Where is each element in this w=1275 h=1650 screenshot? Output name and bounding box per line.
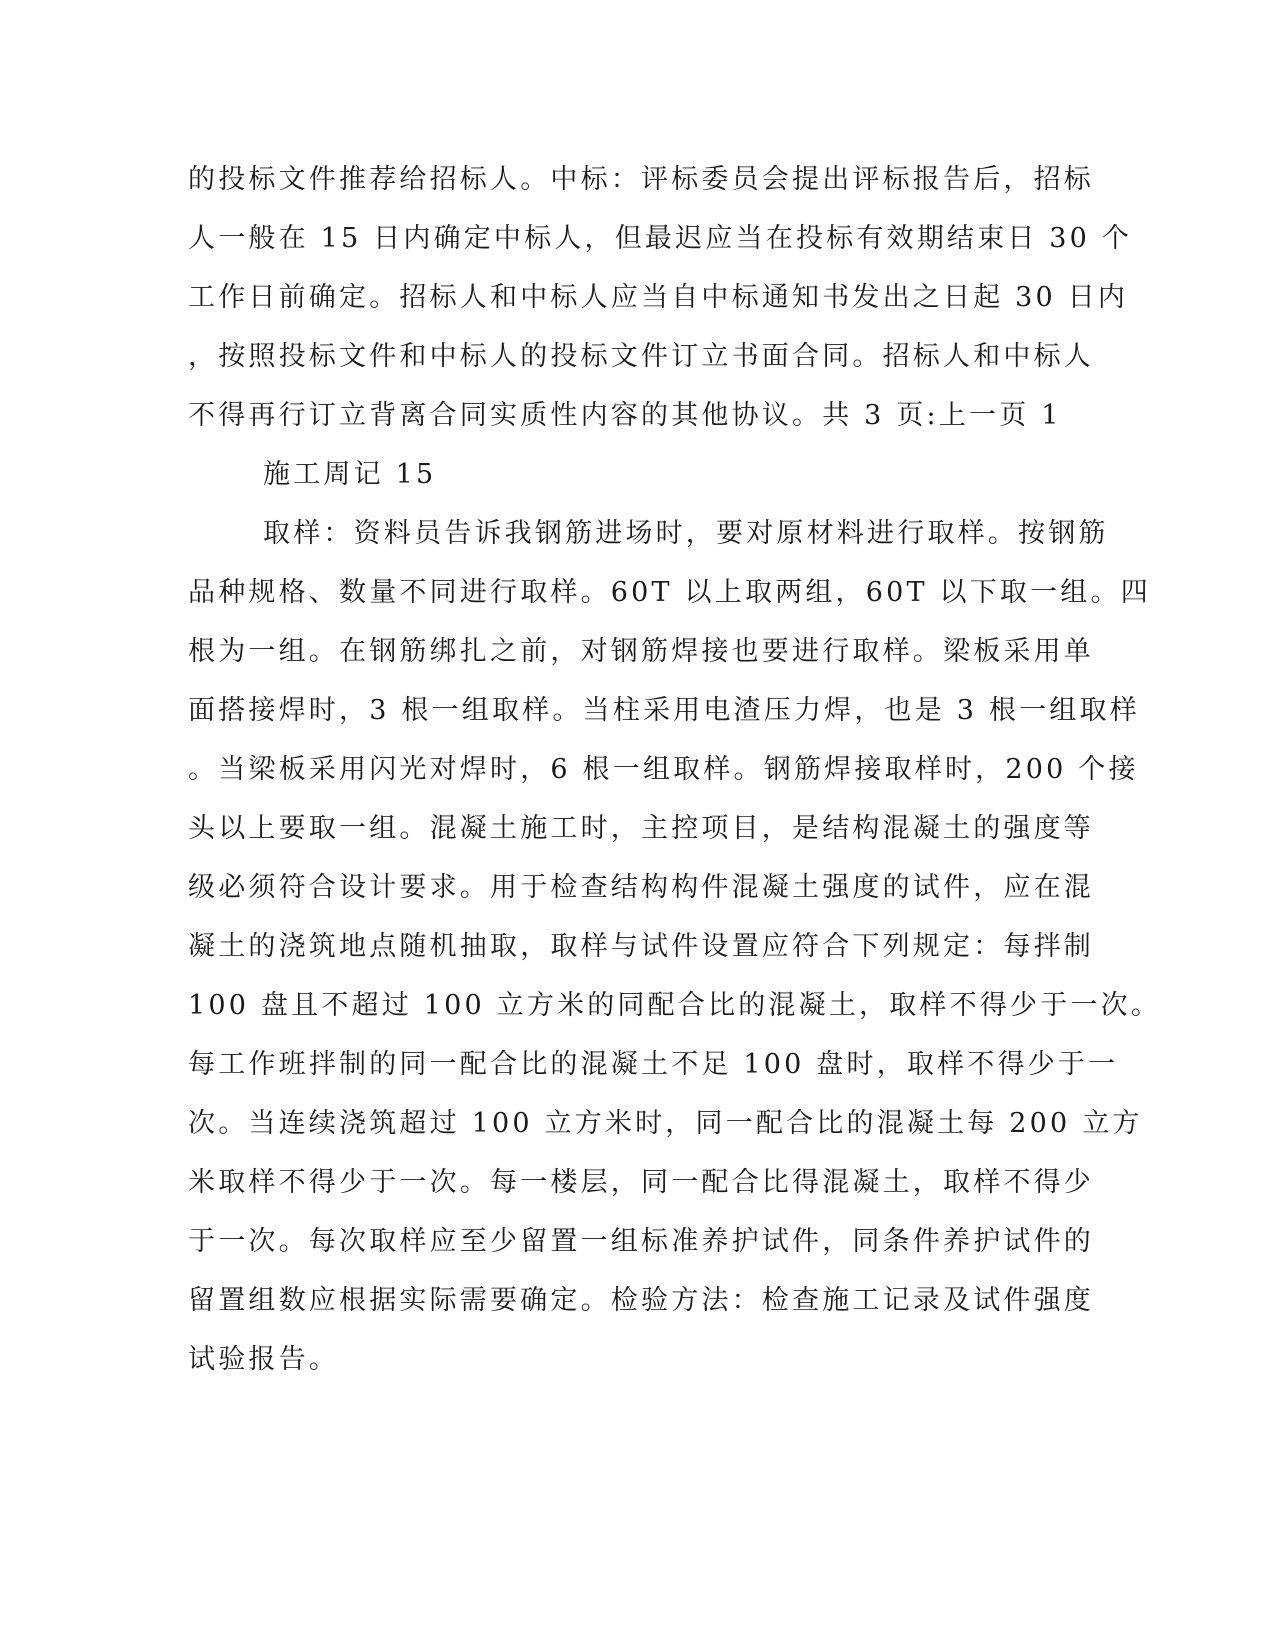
text-line: 100 盘且不超过 100 立方米的同配合比的混凝土，取样不得少于一次。 xyxy=(188,990,1162,1021)
text-line: 试验报告。 xyxy=(188,1344,339,1375)
text-line: 凝土的浇筑地点随机抽取，取样与试件设置应符合下列规定：每拌制 xyxy=(188,931,1094,962)
text-line: 面搭接焊时，3 根一组取样。当柱采用电渣压力焊，也是 3 根一组取样 xyxy=(188,695,1140,726)
text-line: 人一般在 15 日内确定中标人，但最迟应当在投标有效期结束日 30 个 xyxy=(188,223,1133,254)
text-line: 次。当连续浇筑超过 100 立方米时，同一配合比的混凝土每 200 立方 xyxy=(188,1108,1143,1139)
text-line: 米取样不得少于一次。每一楼层，同一配合比得混凝土，取样不得少 xyxy=(188,1167,1094,1198)
text-line: 的投标文件推荐给招标人。中标：评标委员会提出评标报告后，招标 xyxy=(188,164,1094,195)
text-line: 。当梁板采用闪光对焊时，6 根一组取样。钢筋焊接取样时，200 个接 xyxy=(188,754,1139,785)
text-line: 取样：资料员告诉我钢筋进场时，要对原材料进行取样。按钢筋 xyxy=(263,518,1109,549)
text-line: 头以上要取一组。混凝土施工时，主控项目，是结构混凝土的强度等 xyxy=(188,813,1094,844)
text-line: 不得再行订立背离合同实质性内容的其他协议。共 3 页:上一页 1 xyxy=(188,400,1062,431)
text-line: 工作日前确定。招标人和中标人应当自中标通知书发出之日起 30 日内 xyxy=(188,282,1129,313)
text-line: ，按照投标文件和中标人的投标文件订立书面合同。招标人和中标人 xyxy=(188,341,1094,372)
text-line: 级必须符合设计要求。用于检查结构构件混凝土强度的试件，应在混 xyxy=(188,872,1094,903)
text-line: 每工作班拌制的同一配合比的混凝土不足 100 盘时，取样不得少于一 xyxy=(188,1049,1119,1080)
text-line: 留置组数应根据实际需要确定。检验方法：检查施工记录及试件强度 xyxy=(188,1285,1094,1316)
text-line: 于一次。每次取样应至少留置一组标准养护试件，同条件养护试件的 xyxy=(188,1226,1094,1257)
text-line: 根为一组。在钢筋绑扎之前，对钢筋焊接也要进行取样。梁板采用单 xyxy=(188,636,1094,667)
text-line: 品种规格、数量不同进行取样。60T 以上取两组，60T 以下取一组。四 xyxy=(188,577,1151,608)
section-heading: 施工周记 15 xyxy=(263,459,437,490)
